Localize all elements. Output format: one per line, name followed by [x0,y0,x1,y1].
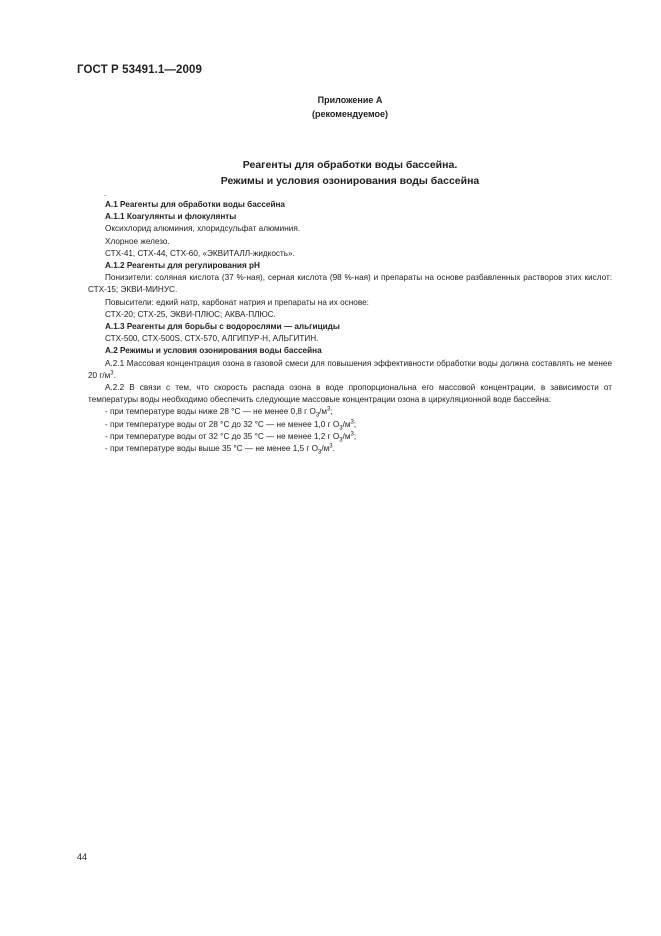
paragraph: Повысители: едкий натр, карбонат натрия и препараты на их основе: [105,297,369,307]
section-a1-heading: А.1 Реагенты для обработки воды бассейна [105,200,285,209]
paragraph: Понизители: соляная кислота (37 %-ная), серная кислота (98 %-ная) и препараты на основе разбавленных растворов этих кислот: СТХ-15; ЭКВИ-МИНУС. [88,273,612,295]
paragraph: СТХ-41, СТХ-44, СТХ-60, «ЭКВИТАЛЛ-жидкость». [105,248,295,258]
list-item: - при температуре воды от 32 °С до 35 °С — не менее 1,2 г $О_3/м^3$; [105,431,357,444]
paragraph: Оксихлорид алюминия, хлоридсульфат алюминия. [105,224,301,234]
annex-status: (рекомендуемое) [312,109,388,119]
list-item: - при температуре воды ниже 28 °С — не менее 0,8 г $О_3/м^3$; [105,406,333,420]
list-item: - при температуре воды выше 35 °С — не менее 1,5 г $О_3/м^3$. [105,443,335,456]
paragraph: СТХ-500, СТХ-500S, СТХ-570, АЛГИПУР-Н, АЛЬГИТИН. [105,334,319,344]
section-a11-heading: А.1.1 Коагулянты и флокулянты [105,212,237,222]
section-a2-heading: А.2 Режимы и условия озонирования воды бассейна [105,346,322,356]
paragraph: СТХ-20; СТХ-25, ЭКВИ-ПЛЮС; АКВА-ПЛЮС. [105,309,276,319]
list-item: - при температуре воды от 28 °С до 32 °С — не менее 1,0 г $О_3/м^3$; [105,418,357,432]
paragraph-a22: А.2.2 В связи с тем, что скорость распада озона в воде пропорциональна его массовой концентрации, в зависимости от температуры воды необходимо обеспечить следующие массовые концентрации озона в циркуляционной воде бассейна: [88,383,612,405]
annex-title-line-2: Режимы и условия озонирования воды бассейна [220,175,480,187]
section-a12-heading: А.1.2 Реагенты для регулирования рН [105,261,260,271]
section-a13-heading: А.1.3 Реагенты для борьбы с водорослями — альгициды [105,322,340,332]
page-number: 44 [77,852,88,862]
annex-body [88,199,612,455]
paragraph: Хлорное железо. [105,236,170,246]
stray-mark: . [104,189,107,198]
annex-label: Приложение А [317,95,383,105]
paragraph-a21: А.2.1 Массовая концентрация озона в газовой смеси для повышения эффективности обработки воды должна составлять не менее 20 $г/м^3$. [88,358,612,380]
annex-title-line-1: Реагенты для обработки воды бассейна. [242,159,458,171]
document-header: ГОСТ Р 53491.1—2009 [77,64,202,76]
